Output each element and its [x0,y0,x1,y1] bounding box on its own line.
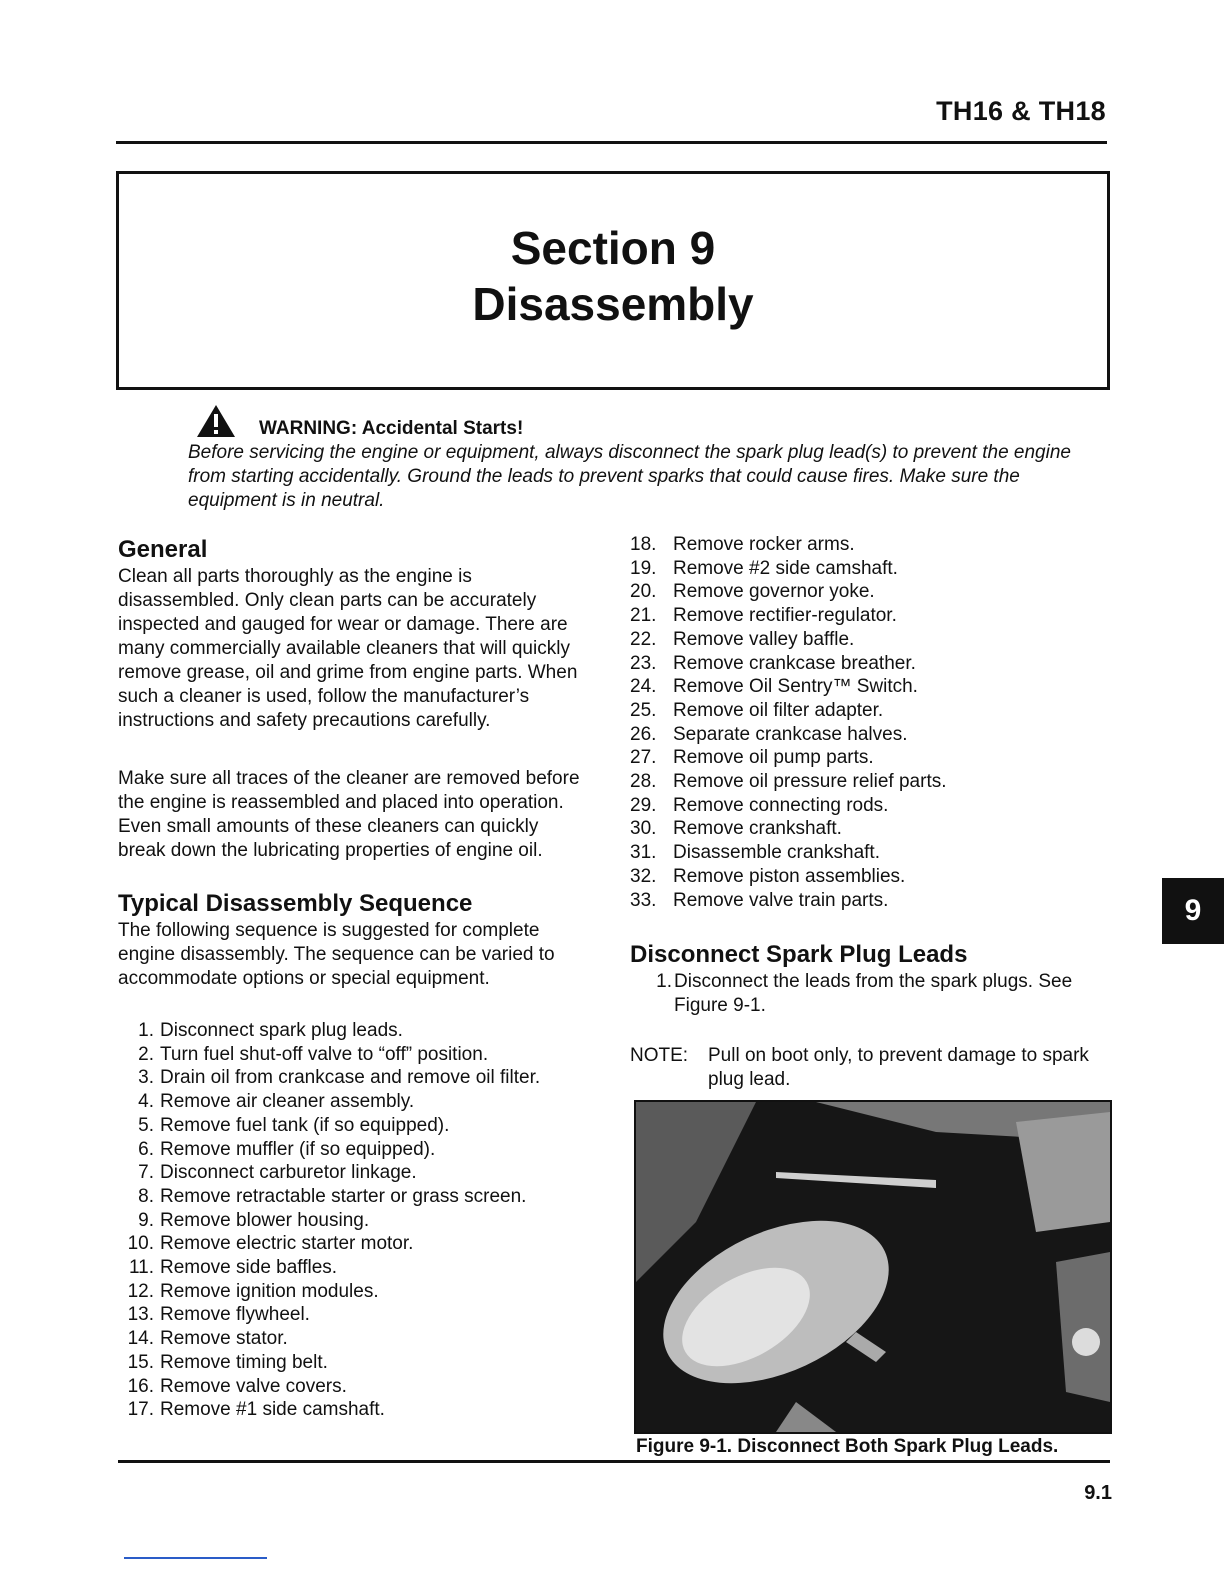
step-text: Remove timing belt. [160,1351,328,1373]
disassembly-steps-left [118,1019,598,1422]
step-item [630,746,1110,770]
step-item [630,699,1110,723]
figure-caption: Figure 9-1. Disconnect Both Spark Plug Leads. [636,1436,1059,1457]
step-number: 32. [630,865,657,887]
warning-line: equipment is in neutral. [188,490,385,511]
text-line: the engine is reassembled and placed into operation. [118,792,564,813]
step-item [118,1303,598,1327]
warning-body [188,441,1108,513]
step-number: 13. [127,1304,154,1326]
step-number: 28. [630,771,657,793]
step-number: 10. [127,1233,154,1255]
step-number: 16. [127,1375,154,1397]
note [630,1044,1110,1092]
step-text: Remove oil pressure relief parts. [673,771,947,793]
step-number: 3. [138,1067,154,1089]
text-line: instructions and safety precautions carefully. [118,710,491,731]
step-item [118,1375,598,1399]
step-text: Remove fuel tank (if so equipped). [160,1114,450,1136]
step-item [118,1351,598,1375]
warning-line: from starting accidentally. Ground the leads to prevent sparks that could cause fires. Make sure the [188,466,1020,487]
step-number: 1. [138,1020,154,1041]
step-number: 4. [138,1091,154,1113]
step-item [630,794,1110,818]
step-item [118,1232,598,1256]
step-text: Remove oil pump parts. [673,747,874,769]
step-item [630,628,1110,652]
warning-triangle-icon [196,404,236,438]
step-text: Remove side baffles. [160,1257,338,1279]
step-number: 24. [630,676,657,698]
sequence-intro [118,919,598,991]
step-number: 15. [127,1351,154,1373]
step-number: 7. [138,1162,154,1184]
step-number: 18. [630,534,657,555]
step-item [118,1398,598,1422]
step-number: 19. [630,557,657,579]
step-item [118,1019,598,1043]
step-text: Remove blower housing. [160,1209,370,1231]
step-text: Remove muffler (if so equipped). [160,1138,436,1160]
step-text: Remove #1 side camshaft. [160,1399,385,1421]
step-text: Remove crankshaft. [673,818,842,840]
step-text: Remove rocker arms. [673,534,855,555]
text-line: Figure 9-1. [674,995,766,1017]
step-item [630,889,1110,913]
text-line: such a cleaner is used, follow the manufacturer’s [118,686,530,707]
disconnect-heading: Disconnect Spark Plug Leads [630,941,968,969]
step-number: 29. [630,794,657,816]
text-line: Make sure all traces of the cleaner are removed before [118,768,580,789]
step-item [630,557,1110,581]
step-item [630,723,1110,747]
decorative-line [124,1557,267,1559]
step-number: 1. [656,971,672,993]
step-item [118,1114,598,1138]
step-text: Disassemble crankshaft. [673,842,880,864]
step-item [118,1090,598,1114]
text-line: Even small amounts of these cleaners can quickly [118,816,539,837]
step-item [118,1327,598,1351]
step-number: 30. [630,818,657,840]
spark-plug-photo-image [636,1102,1110,1432]
step-text: Separate crankcase halves. [673,723,908,745]
step-item [118,1256,598,1280]
text-line: The following sequence is suggested for complete [118,920,540,941]
step-item [630,580,1110,604]
warning-line: Before servicing the engine or equipment, always disconnect the spark plug lead(s) to prevent the engine [188,442,1071,463]
step-item [630,652,1110,676]
step-text: Remove governor yoke. [673,581,875,603]
left-column [118,535,598,1422]
step-item [118,1043,598,1067]
footer-rule [118,1460,1110,1463]
step-number: 8. [138,1185,154,1207]
step-item [118,1138,598,1162]
step-item [118,1209,598,1233]
step-text: Remove air cleaner assembly. [160,1091,415,1113]
step-text: Drain oil from crankcase and remove oil filter. [160,1067,541,1089]
text-line: accommodate options or special equipment. [118,968,490,989]
step-number: 11. [128,1257,154,1279]
warning-heading: WARNING: Accidental Starts! [259,418,524,439]
step-item [630,604,1110,628]
step-text: Turn fuel shut-off valve to “off” position. [160,1043,489,1065]
step-item [630,675,1110,699]
step-text: Remove valley baffle. [673,628,855,650]
step-text: Remove ignition modules. [160,1280,379,1302]
step-text: Remove valve covers. [160,1375,347,1397]
step-item [630,865,1110,889]
step-number: 14. [127,1328,154,1350]
section-title-box [116,171,1110,390]
step-number: 6. [138,1138,154,1160]
step-number: 17. [127,1399,154,1421]
step-number: 20. [630,581,657,603]
step-text: Remove valve train parts. [673,889,889,911]
step-item [630,841,1110,865]
step-text: Remove stator. [160,1328,288,1350]
step-text: Disconnect spark plug leads. [160,1020,403,1041]
step-text: Remove flywheel. [160,1304,310,1326]
text-line: Pull on boot only, to prevent damage to spark [708,1045,1089,1067]
sequence-heading: Typical Disassembly Sequence [118,890,473,917]
step-number: 12. [127,1280,154,1302]
text-line: disassembled. Only clean parts can be accurately [118,590,537,611]
section-title: Section 9 [510,222,716,274]
step-number: 9. [138,1209,154,1231]
text-line: many commercially available cleaners that will quickly [118,638,570,659]
section-tab[interactable]: 9 [1162,878,1224,944]
text-line: Clean all parts thoroughly as the engine is [118,566,472,587]
step-text [674,970,1072,1018]
general-paragraph-1 [118,565,598,733]
step-number: 21. [630,605,657,627]
step-number: 2. [138,1043,154,1065]
text-line: break down the lubricating properties of engine oil. [118,840,543,861]
step-item [118,1066,598,1090]
step-number: 31. [630,842,657,864]
step-number: 26. [630,723,657,745]
right-column [630,533,1110,1092]
text-line: plug lead. [708,1069,791,1091]
disconnect-step [630,970,1110,1018]
step-text: Disconnect carburetor linkage. [160,1162,417,1184]
step-item [630,817,1110,841]
page-number: 9.1 [1084,1482,1112,1504]
header-rule [116,141,1107,144]
text-line: engine disassembly. The sequence can be varied to [118,944,555,965]
figure-photo [634,1100,1112,1434]
step-text: Remove retractable starter or grass screen. [160,1185,527,1207]
note-label: NOTE: [630,1045,689,1067]
text-line: remove grease, oil and grime from engine parts. When [118,662,578,683]
step-number: 33. [630,889,657,911]
step-text: Remove oil filter adapter. [673,699,884,721]
step-text: Remove electric starter motor. [160,1233,414,1255]
note-text [708,1044,1089,1092]
step-number: 22. [630,628,657,650]
step-item [118,1185,598,1209]
step-number: 27. [630,747,657,769]
header-title: TH16 & TH18 [936,96,1106,126]
text-line: Disconnect the leads from the spark plugs. See [674,971,1073,993]
step-text: Remove piston assemblies. [673,865,906,887]
step-text: Remove Oil Sentry™ Switch. [673,676,918,698]
step-text: Remove connecting rods. [673,794,889,816]
step-item [630,533,1110,557]
step-item [118,1161,598,1185]
step-text: Remove #2 side camshaft. [673,557,898,579]
general-heading: General [118,536,208,563]
step-item [118,1280,598,1304]
text-line: inspected and gauged for wear or damage. There are [118,614,568,635]
step-number: 25. [630,699,657,721]
general-paragraph-2 [118,767,598,863]
step-text: Remove crankcase breather. [673,652,916,674]
step-number: 5. [138,1114,154,1136]
step-number: 23. [630,652,657,674]
section-subtitle: Disassembly [472,278,754,330]
disassembly-steps-right [630,533,1110,912]
step-item [630,770,1110,794]
step-text: Remove rectifier-regulator. [673,605,897,627]
